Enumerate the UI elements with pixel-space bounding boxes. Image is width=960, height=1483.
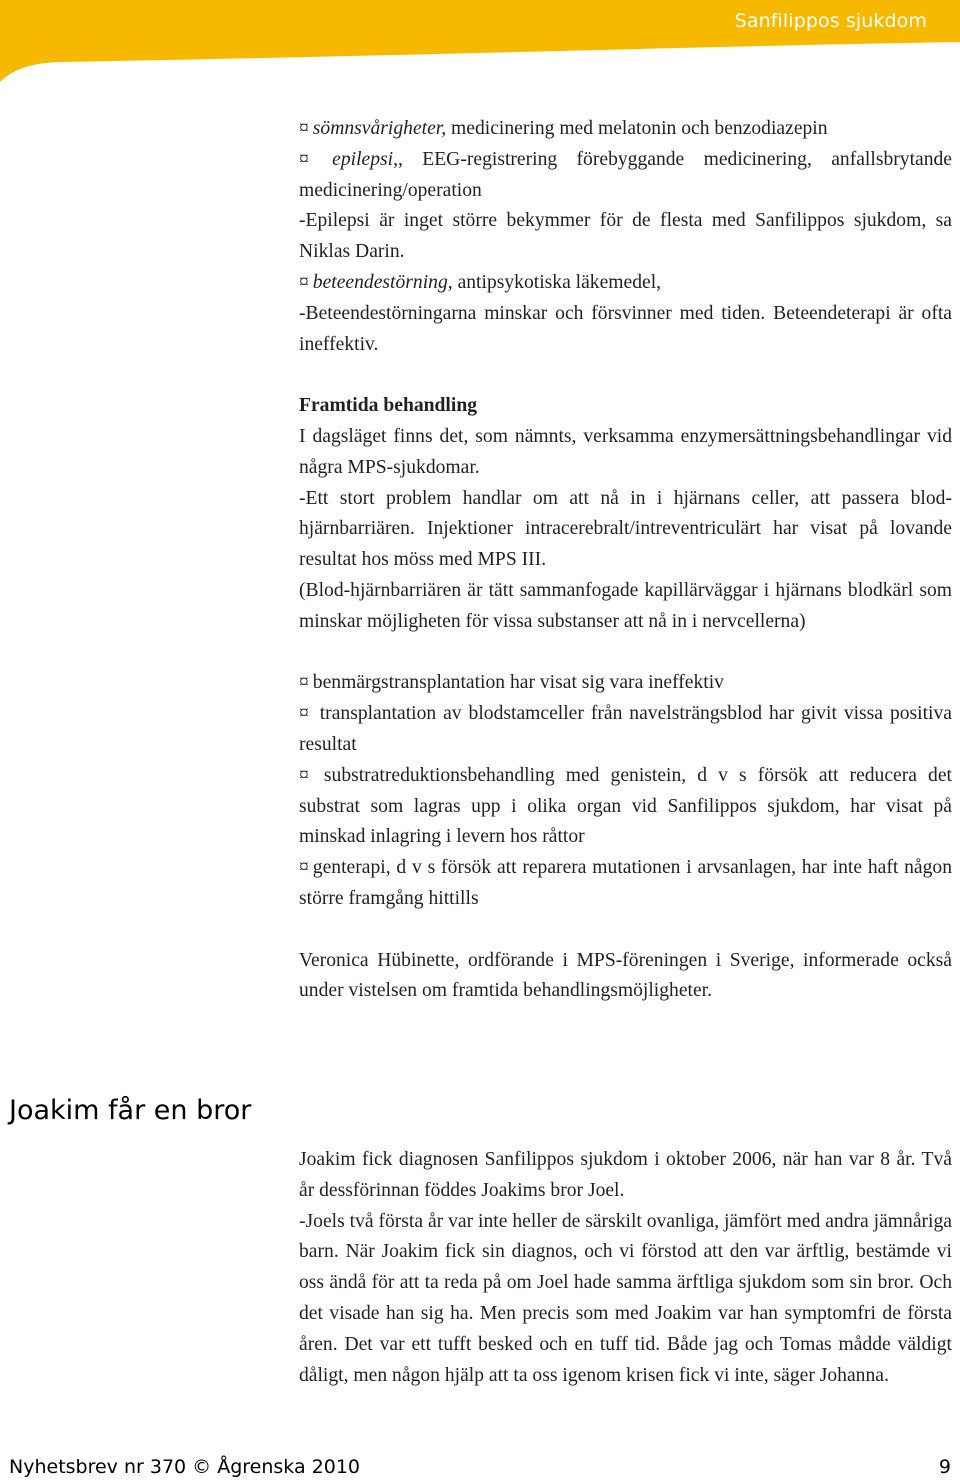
article-title: Joakim får en bror [9, 1095, 252, 1126]
article-paragraph-2: -Joels två första år var inte heller de särskilt ovanliga, jämfört med andra jämnåriga barn. När Joakim fick sin diagnos, och vi förstod att den var ärftlig, bestämde vi oss ändå för att ta reda på om Joel hade samma ärftliga sjukdom som sin bror. Och det visade han sig ha. Men precis som med Joakim var han symptomfri de första åren. Det var ett tufft besked och en tuff tid. Både jag och Tomas mådde väldigt dåligt, men någon hjälp att ta oss igenom krisen fick vi inte, säger Johanna. [299, 1210, 952, 1386]
bullet-marker: ¤ [299, 764, 309, 786]
symptom-treatment: , EEG-registrering förebyggande medicinering, anfallsbrytande medicinering/operation [299, 148, 952, 201]
treatment-bullet: ¤ substratreduktionsbehandling med genistein, d v s försök att reducera det substrat som lagras upp i olika organ vid Sanfilippos sjukdom, har visat på minskad inlagring i levern hos råttor [299, 764, 952, 848]
symptom-treatment: antipsykotiska läkemedel, [457, 271, 662, 293]
bullet-marker: ¤ [299, 118, 309, 139]
page-number: 9 [938, 1456, 951, 1478]
symptom-term: epilepsi, [332, 148, 398, 170]
section-header-title: Sanfilippos sjukdom [734, 10, 927, 32]
article-body [299, 1145, 952, 1391]
bullet-marker: ¤ [299, 672, 309, 694]
treatment-bullet: ¤ transplantation av blodstamceller från navelsträngsblod har givit vissa positiva resultat [299, 703, 952, 755]
symptom-term: beteendestörning, [312, 271, 453, 293]
behaviour-quote: -Beteendestörningarna minskar och försvinner med tiden. Beteendeterapi är ofta ineffektiv. [299, 302, 952, 355]
future-paragraph-3: (Blod-hjärnbarriären är tätt sammanfogade kapillärväggar i hjärnans blodkärl som minskar möjligheten för vissa substanser att nå in i nervcellerna) [299, 579, 952, 632]
closing-paragraph: Veronica Hübinette, ordförande i MPS-föreningen i Sverige, informerade också under vistelsen om framtida behandlingsmöjligheter. [299, 949, 952, 1002]
bullet-marker: ¤ [299, 271, 309, 293]
article-paragraph-1: Joakim fick diagnosen Sanfilippos sjukdom i oktober 2006, när han var 8 år. Två år dessförinnan föddes Joakims bror Joel. [299, 1149, 952, 1201]
article-continuation [299, 114, 952, 1007]
footer-publication: Nyhetsbrev nr 370 © Ågrenska 2010 [9, 1456, 360, 1478]
symptom-treatment: medicinering med melatonin och benzodiazepin [451, 118, 828, 139]
symptom-behaviour [299, 268, 952, 299]
bullet-marker: ¤ [299, 703, 309, 725]
treatment-bullet: ¤ genterapi, d v s försök att reparera mutationen i arvsanlagen, har inte haft någon större framgång hittills [299, 857, 952, 909]
bullet-marker: ¤ [299, 148, 309, 170]
future-paragraph-1: I dagsläget finns det, som nämnts, verksamma enzymersättningsbehandlingar vid några MPS-sjukdomar. [299, 425, 952, 478]
symptom-sleep [299, 114, 952, 145]
symptom-epilepsy [299, 145, 952, 207]
future-treatment-heading: Framtida behandling [299, 395, 478, 417]
future-paragraph-2: -Ett stort problem handlar om att nå in i hjärnans celler, att passera blod-hjärnbarriären. Injektioner intracerebralt/intreventriculärt har visat på lovande resultat hos möss med MPS III. [299, 487, 952, 571]
treatment-bullet: ¤ benmärgstransplantation har visat sig vara ineffektiv [299, 672, 724, 694]
symptom-term: sömnsvårigheter, [312, 118, 447, 139]
epilepsy-quote: -Epilepsi är inget större bekymmer för de flesta med Sanfilippos sjukdom, sa Niklas Darin. [299, 210, 952, 263]
bullet-marker: ¤ [299, 857, 309, 879]
